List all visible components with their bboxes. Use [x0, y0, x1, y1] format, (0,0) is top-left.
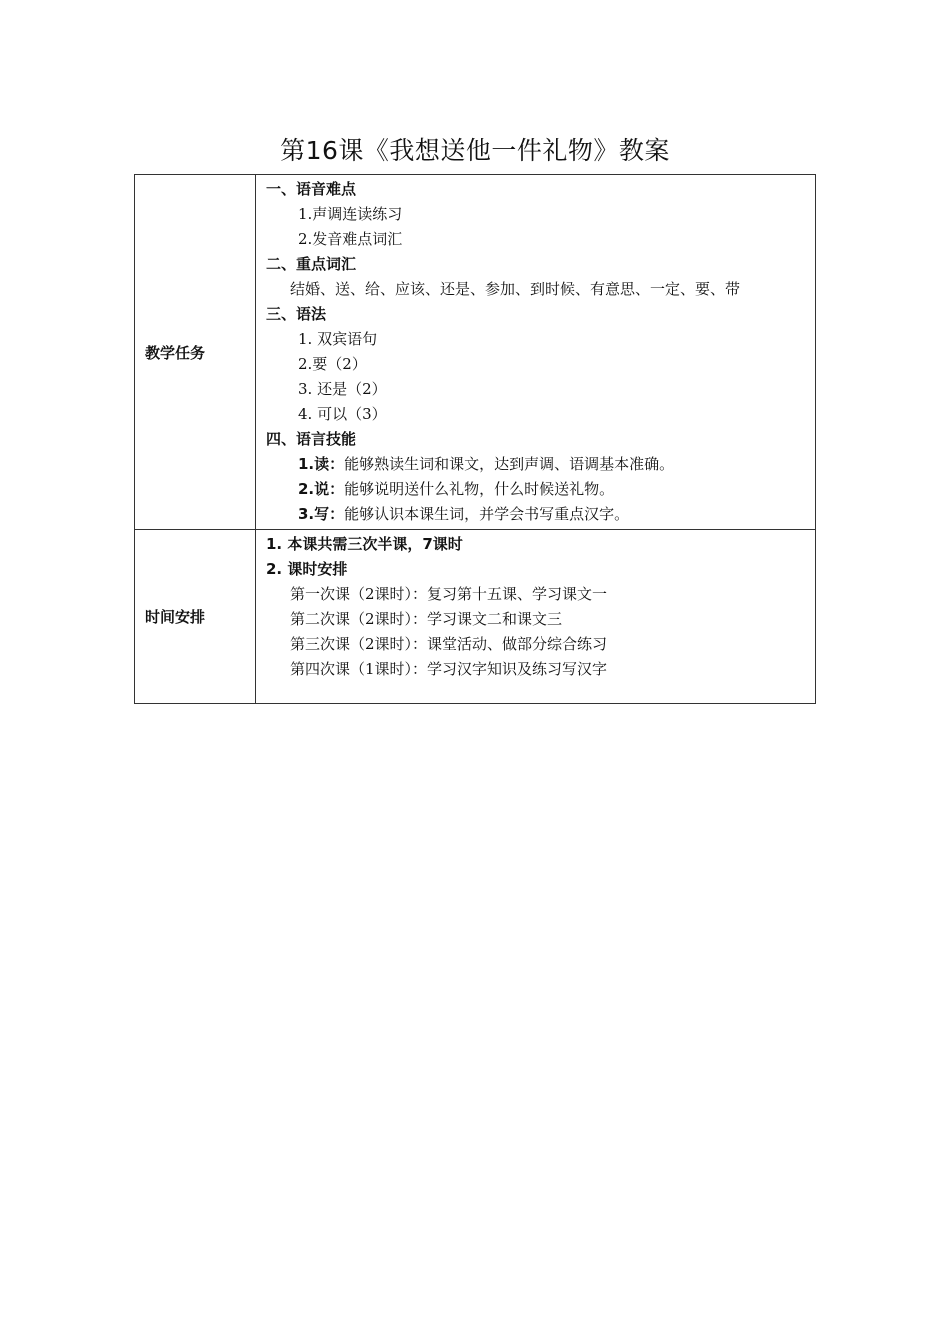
row-label-teaching-tasks: 教学任务 [135, 175, 256, 530]
skill-lead: 3.写： [298, 505, 345, 523]
row-label-schedule: 时间安排 [135, 530, 256, 704]
schedule-point: 1. 本课共需三次半课，7课时 [266, 535, 463, 553]
lesson-plan-table [134, 174, 816, 704]
skill-text: 能够认识本课生词，并学会书写重点汉字。 [344, 505, 630, 523]
skill-item-writing [266, 502, 815, 527]
vocabulary-list: 结婚、送、给、应该、还是、参加、到时候、有意思、一定、要、带 [290, 280, 741, 298]
schedule-item: 第一次课（2课时）：复习第十五课、学习课文一 [290, 585, 608, 603]
section-heading-phonetics: 一、语音难点 [266, 180, 357, 198]
section-heading-skills: 四、语言技能 [266, 430, 357, 448]
table-row-schedule [135, 530, 816, 704]
table-row-teaching-tasks [135, 175, 816, 530]
skill-lead: 1.读： [298, 455, 345, 473]
schedule-item: 第二次课（2课时）：学习课文二和课文三 [290, 610, 563, 628]
skill-text: 能够熟读生词和课文，达到声调、语调基本准确。 [344, 455, 675, 473]
schedule-content [256, 530, 816, 704]
skill-item-reading [266, 452, 815, 477]
teaching-tasks-content [256, 175, 816, 530]
list-item: 3. 还是（2） [298, 380, 387, 398]
skill-text: 能够说明送什么礼物，什么时候送礼物。 [344, 480, 615, 498]
schedule-item: 第三次课（2课时）：课堂活动、做部分综合练习 [290, 635, 608, 653]
skill-lead: 2.说： [298, 480, 345, 498]
document-title: 第16课《我想送他一件礼物》教案 [280, 136, 670, 165]
schedule-item: 第四次课（1课时）：学习汉字知识及练习写汉字 [290, 660, 608, 678]
section-heading-grammar: 三、语法 [266, 305, 327, 323]
list-item: 2.要（2） [298, 355, 367, 373]
list-item: 1.声调连读练习 [298, 205, 403, 223]
section-heading-vocabulary: 二、重点词汇 [266, 255, 357, 273]
schedule-point: 2. 课时安排 [266, 560, 348, 578]
list-item: 1. 双宾语句 [298, 330, 378, 348]
skill-item-speaking [266, 477, 815, 502]
list-item: 2.发音难点词汇 [298, 230, 403, 248]
list-item: 4. 可以（3） [298, 405, 387, 423]
